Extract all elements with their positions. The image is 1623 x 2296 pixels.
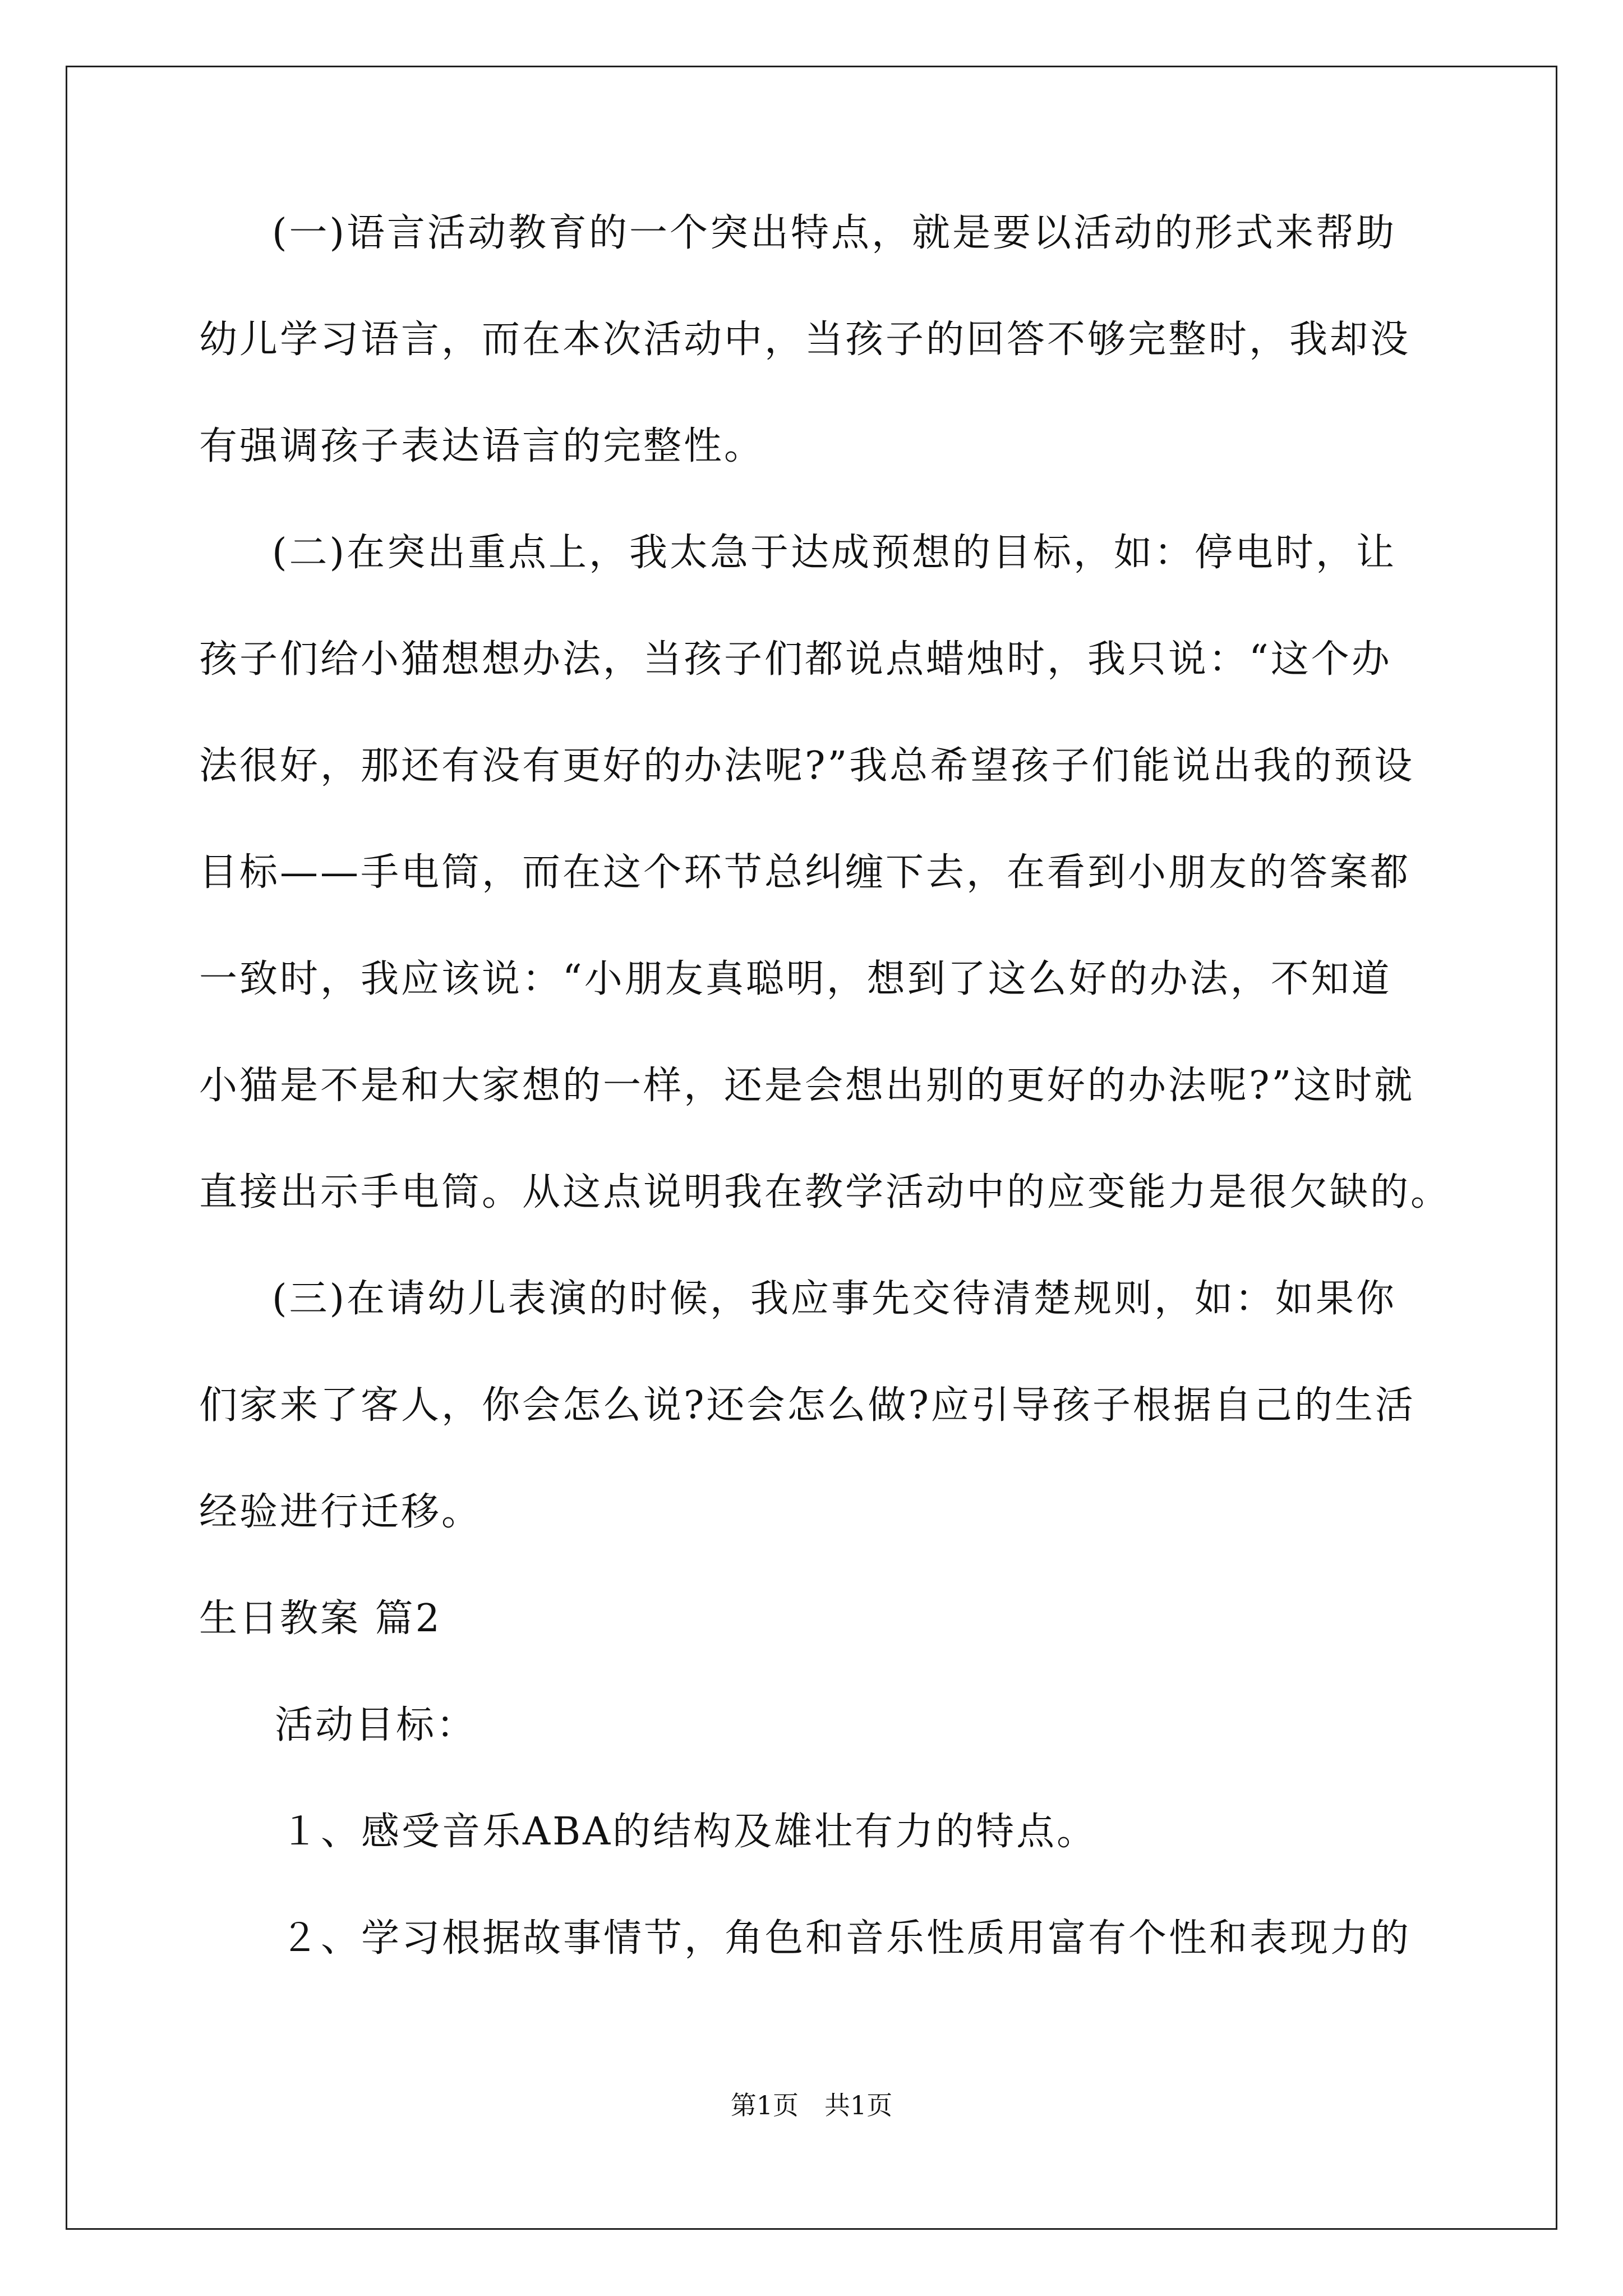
text-line: 目标——手电筒，而在这个环节总纠缠下去，在看到小朋友的答案都	[199, 850, 1411, 895]
page-footer: 第1页 共1页	[730, 2090, 893, 2120]
section-heading: 生日教案 篇2	[199, 1596, 442, 1641]
text-line: (二)在突出重点上，我太急于达成预想的目标，如：停电时，让	[272, 531, 1397, 575]
text-line: 法很好，那还有没有更好的办法呢?”我总希望孩子们能说出我的预设	[199, 744, 1415, 788]
subheading: 活动目标：	[275, 1703, 477, 1747]
document-body	[199, 213, 1455, 2025]
list-item: １、感受音乐ABA的结构及雄壮有力的特点。	[280, 1810, 1098, 1854]
text-line: 有强调孩子表达语言的完整性。	[199, 424, 765, 468]
text-line: 一致时，我应该说：“小朋友真聪明，想到了这么好的办法，不知道	[199, 957, 1392, 1001]
text-line: 直接出示手电筒。从这点说明我在教学活动中的应变能力是很欠缺的。	[199, 1170, 1451, 1214]
text-line: 小猫是不是和大家想的一样，还是会想出别的更好的办法呢?”这时就	[199, 1064, 1415, 1108]
text-line: 经验进行迁移。	[199, 1490, 482, 1534]
text-line: 孩子们给小猫想想办法，当孩子们都说点蜡烛时，我只说：“这个办	[199, 637, 1392, 682]
text-line: 们家来了客人，你会怎么说?还会怎么做?应引导孩子根据自己的生活	[199, 1383, 1415, 1428]
text-line: (一)语言活动教育的一个突出特点，就是要以活动的形式来帮助	[272, 211, 1397, 255]
text-line: 幼儿学习语言，而在本次活动中，当孩子的回答不够完整时，我却没	[199, 318, 1411, 362]
text-line: (三)在请幼儿表演的时候，我应事先交待清楚规则，如：如果你	[272, 1277, 1397, 1321]
list-item: ２、学习根据故事情节，角色和音乐性质用富有个性和表现力的	[280, 1916, 1412, 1961]
